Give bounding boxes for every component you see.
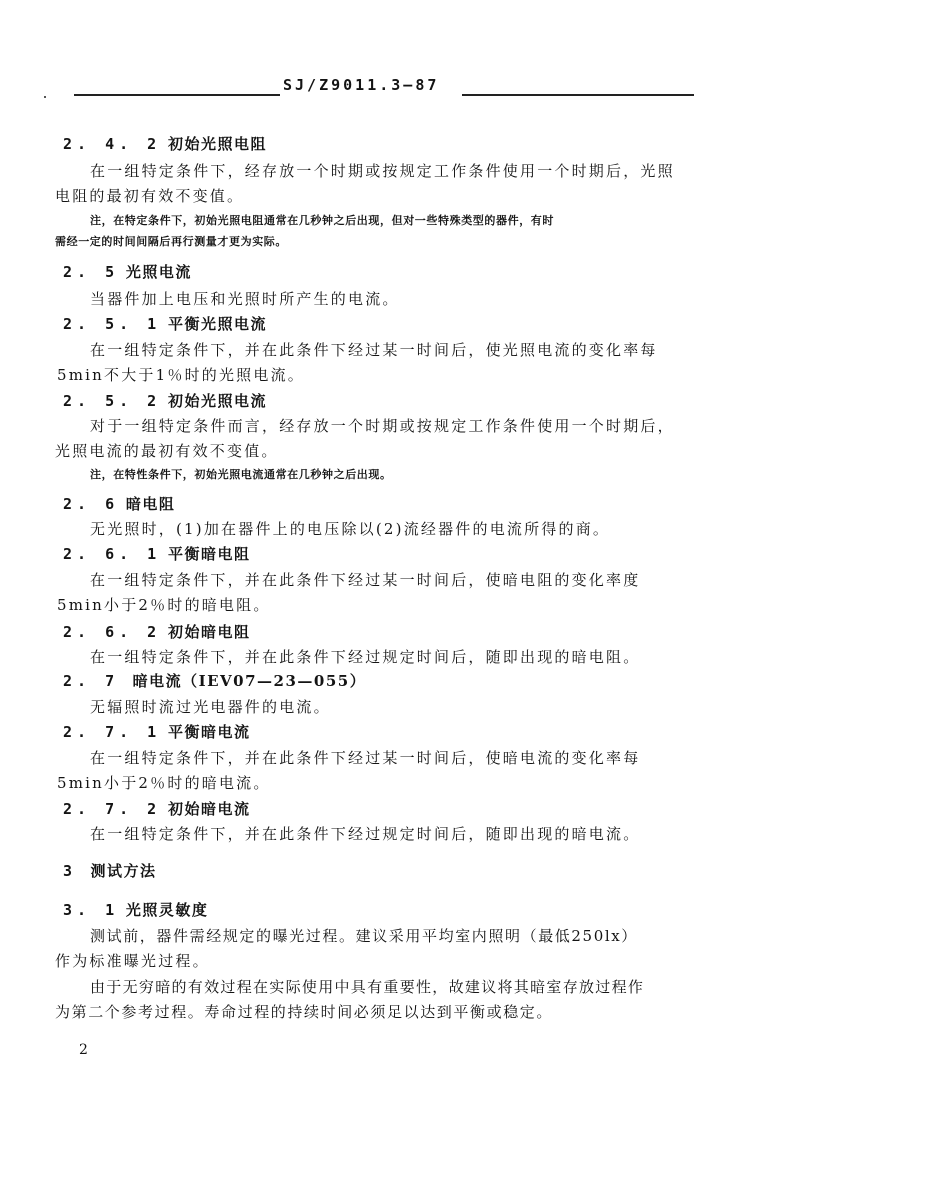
standard-code: SJ/Z9011.3—87	[283, 76, 440, 94]
paragraph-line: 当器件加上电压和光照时所产生的电流。	[90, 290, 400, 308]
paragraph-line: 在一组特定条件下，并在此条件下经过规定时间后，随即出现的暗电流。	[90, 825, 641, 843]
scan-speck	[44, 96, 46, 98]
section-title: 光照灵敏度	[125, 901, 209, 919]
chapter-heading	[63, 860, 157, 881]
section-title: 测试方法	[90, 862, 157, 880]
section-number: 3	[63, 862, 78, 880]
paragraph-line: 在一组特定条件下，并在此条件下经过某一时间后，使光照电流的变化率每	[90, 341, 658, 359]
paragraph-line: 在一组特定条件下，并在此条件下经过规定时间后，随即出现的暗电阻。	[90, 648, 641, 666]
section-heading	[63, 493, 175, 514]
section-number: 2. 7. 1	[63, 723, 162, 741]
section-title: 平衡光照电流	[167, 315, 267, 333]
paragraph-line: 在一组特定条件下，并在此条件下经过某一时间后，使暗电阻的变化率度	[90, 571, 641, 589]
section-number: 2. 7. 2	[63, 800, 162, 818]
paragraph-line: 对于一组特定条件而言，经存放一个时期或按规定工作条件使用一个时期后，	[90, 417, 675, 435]
section-number: 2. 5	[63, 263, 120, 281]
paragraph-line: 无光照时，(1)加在器件上的电压除以(2)流经器件的电流所得的商。	[90, 520, 611, 538]
header-rule-left	[74, 94, 280, 96]
paragraph-line: 无辐照时流过光电器件的电流。	[90, 698, 331, 716]
section-heading	[63, 543, 250, 564]
paragraph-line: 5min不大于1％时的光照电流。	[57, 366, 305, 384]
section-title: 初始暗电阻	[167, 623, 251, 641]
section-heading	[63, 133, 267, 154]
section-title: 光照电流	[125, 263, 192, 281]
paragraph-line: 由于无穷暗的有效过程在实际使用中具有重要性，故建议将其暗室存放过程作	[90, 978, 645, 996]
section-heading	[63, 899, 208, 920]
section-heading	[63, 798, 250, 819]
section-heading	[63, 261, 192, 282]
page-header	[0, 76, 950, 102]
section-title: 初始光照电阻	[167, 135, 267, 153]
paragraph-line: 光照电流的最初有效不变值。	[55, 442, 279, 460]
paragraph-line: 5min小于2％时的暗电流。	[57, 774, 271, 792]
section-title: 初始光照电流	[167, 392, 267, 410]
paragraph-line: 电阻的最初有效不变值。	[55, 187, 245, 205]
section-title: 平衡暗电流	[167, 723, 251, 741]
section-heading	[63, 390, 267, 411]
paragraph-line: 作为标准曝光过程。	[55, 952, 210, 970]
section-number: 2. 6. 2	[63, 623, 162, 641]
note-line: 需经一定的时间间隔后再行测量才更为实际。	[55, 235, 287, 248]
paragraph-line: 为第二个参考过程。寿命过程的持续时间必须足以达到平衡或稳定。	[55, 1003, 554, 1021]
section-title: 暗电流（IEV07—23—055）	[132, 672, 367, 690]
section-heading	[63, 670, 366, 691]
section-heading	[63, 721, 250, 742]
section-title: 暗电阻	[125, 495, 176, 513]
paragraph-line: 测试前，器件需经规定的曝光过程。建议采用平均室内照明（最低250lx）	[90, 927, 638, 945]
section-number: 3. 1	[63, 901, 120, 919]
section-number: 2. 5. 2	[63, 392, 162, 410]
paragraph-line: 在一组特定条件下，经存放一个时期或按规定工作条件使用一个时期后，光照	[90, 162, 675, 180]
section-title: 初始暗电流	[167, 800, 251, 818]
section-number: 2. 6. 1	[63, 545, 162, 563]
section-number: 2. 5. 1	[63, 315, 162, 333]
section-title: 平衡暗电阻	[167, 545, 251, 563]
section-number: 2. 6	[63, 495, 120, 513]
header-rule-right	[462, 94, 694, 96]
section-number: 2. 4. 2	[63, 135, 162, 153]
note-line: 注，在特定条件下，初始光照电阻通常在几秒钟之后出现，但对一些特殊类型的器件，有时	[90, 214, 554, 227]
paragraph-line: 在一组特定条件下，并在此条件下经过某一时间后，使暗电流的变化率每	[90, 749, 641, 767]
page-number: 2	[79, 1042, 88, 1058]
section-heading	[63, 313, 267, 334]
section-number: 2. 7	[63, 672, 120, 690]
note-line: 注，在特性条件下，初始光照电流通常在几秒钟之后出现。	[90, 468, 392, 481]
paragraph-line: 5min小于2％时的暗电阻。	[57, 596, 271, 614]
section-heading	[63, 621, 250, 642]
